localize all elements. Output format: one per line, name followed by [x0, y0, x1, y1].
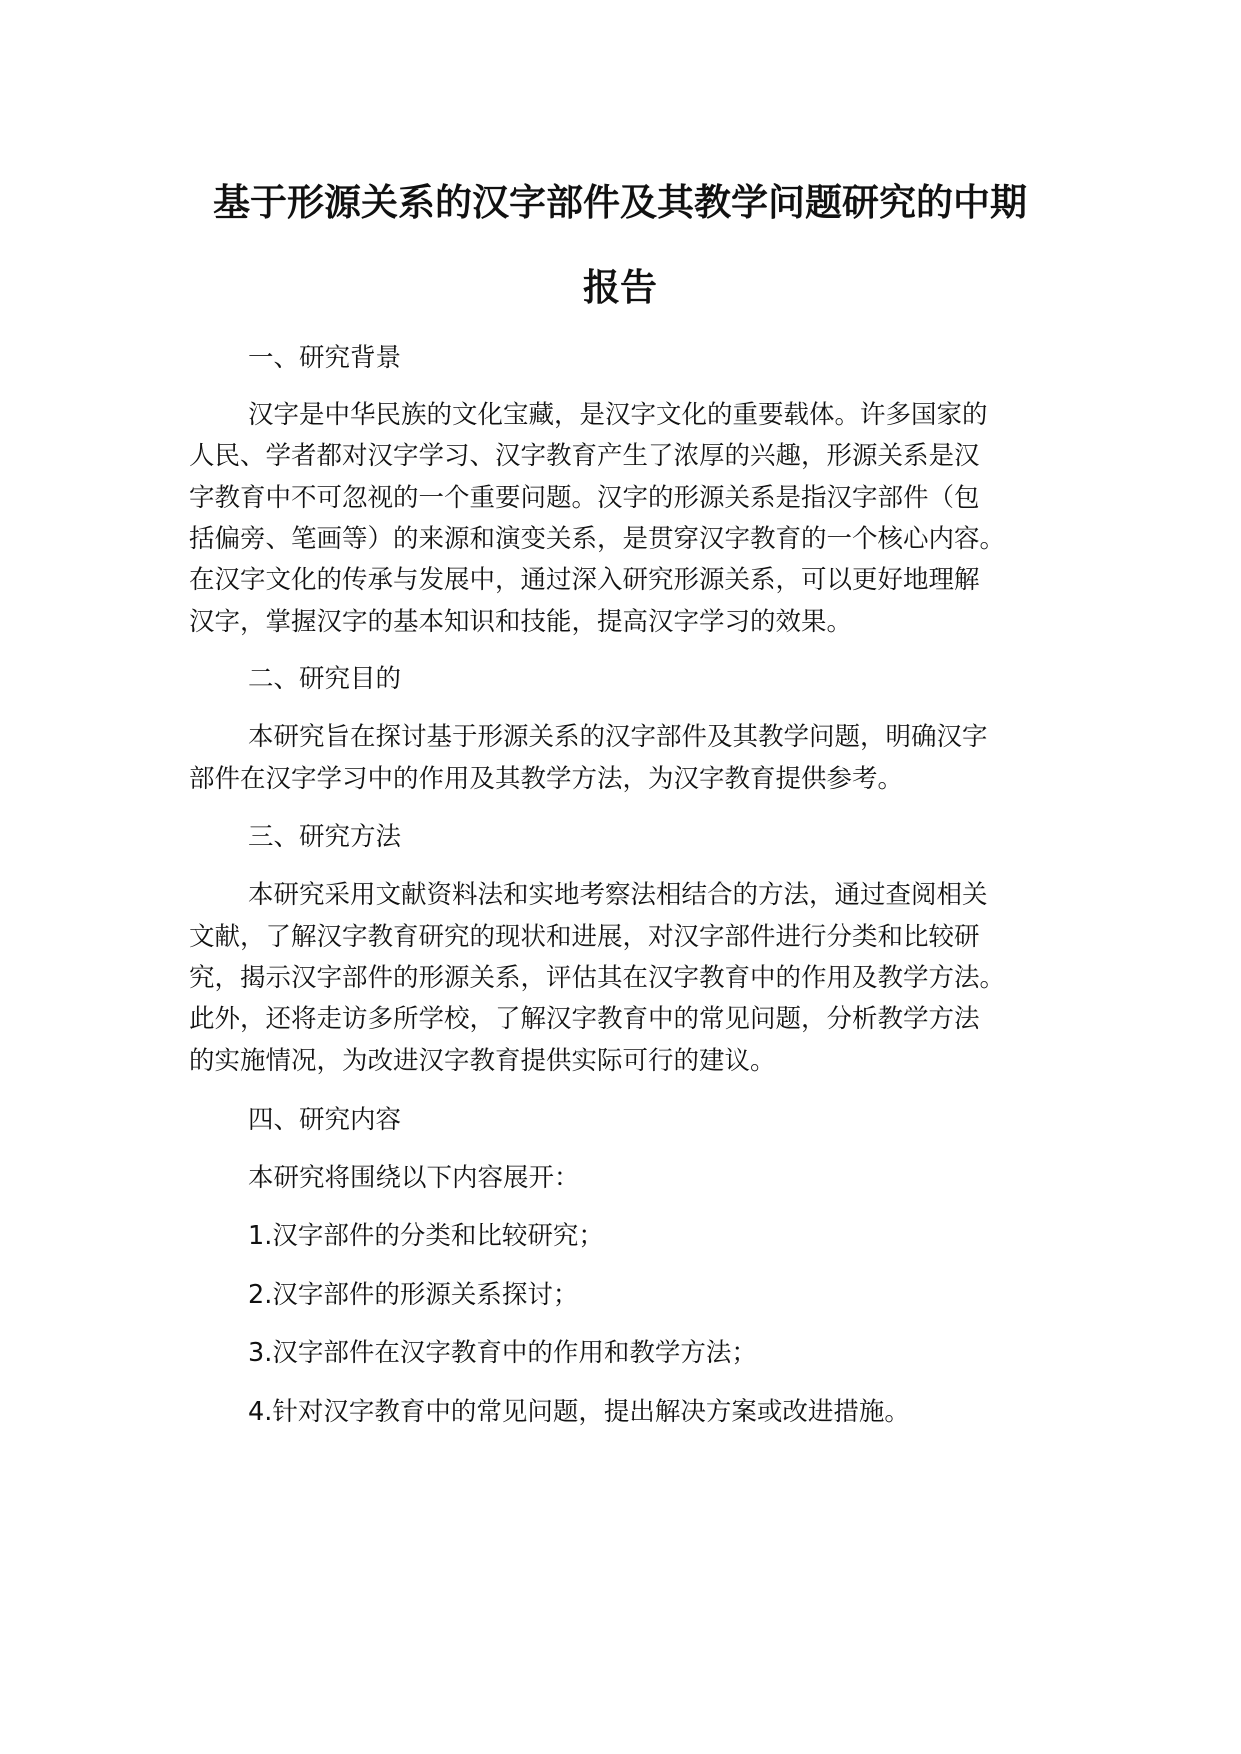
section-heading-methods: 三、研究方法	[248, 822, 402, 852]
document-title-line-2: 报告	[583, 266, 657, 309]
paragraph-line: 括偏旁、笔画等）的来源和演变关系，是贯穿汉字教育的一个核心内容。	[189, 524, 1006, 554]
paragraph-line: 汉字是中华民族的文化宝藏，是汉字文化的重要载体。许多国家的	[248, 400, 988, 430]
list-item: 4.针对汉字教育中的常见问题，提出解决方案或改进措施。	[248, 1397, 910, 1427]
section-heading-background: 一、研究背景	[248, 343, 402, 373]
document-title-line-1: 基于形源关系的汉字部件及其教学问题研究的中期	[213, 181, 1027, 224]
paragraph-line: 字教育中不可忽视的一个重要问题。汉字的形源关系是指汉字部件（包	[189, 483, 980, 513]
paragraph-line: 究，揭示汉字部件的形源关系，评估其在汉字教育中的作用及教学方法。	[189, 963, 1006, 993]
paragraph-line: 本研究将围绕以下内容展开：	[248, 1163, 580, 1193]
paragraph-line: 本研究旨在探讨基于形源关系的汉字部件及其教学问题，明确汉字	[248, 722, 988, 752]
paragraph-line: 文献，了解汉字教育研究的现状和进展，对汉字部件进行分类和比较研	[189, 922, 980, 952]
section-heading-content: 四、研究内容	[248, 1105, 402, 1135]
paragraph-line: 本研究采用文献资料法和实地考察法相结合的方法，通过查阅相关	[248, 880, 988, 910]
section-heading-purpose: 二、研究目的	[248, 664, 402, 694]
list-item: 3.汉字部件在汉字教育中的作用和教学方法；	[248, 1338, 757, 1368]
paragraph-line: 人民、学者都对汉字学习、汉字教育产生了浓厚的兴趣，形源关系是汉	[189, 441, 980, 471]
paragraph-line: 汉字，掌握汉字的基本知识和技能，提高汉字学习的效果。	[189, 607, 853, 637]
paragraph-line: 部件在汉字学习中的作用及其教学方法，为汉字教育提供参考。	[189, 764, 904, 794]
paragraph-line: 的实施情况，为改进汉字教育提供实际可行的建议。	[189, 1046, 776, 1076]
list-item: 1.汉字部件的分类和比较研究；	[248, 1221, 604, 1251]
list-item: 2.汉字部件的形源关系探讨；	[248, 1280, 579, 1310]
paragraph-line: 在汉字文化的传承与发展中，通过深入研究形源关系，可以更好地理解	[189, 565, 980, 595]
paragraph-line: 此外，还将走访多所学校，了解汉字教育中的常见问题，分析教学方法	[189, 1004, 980, 1034]
